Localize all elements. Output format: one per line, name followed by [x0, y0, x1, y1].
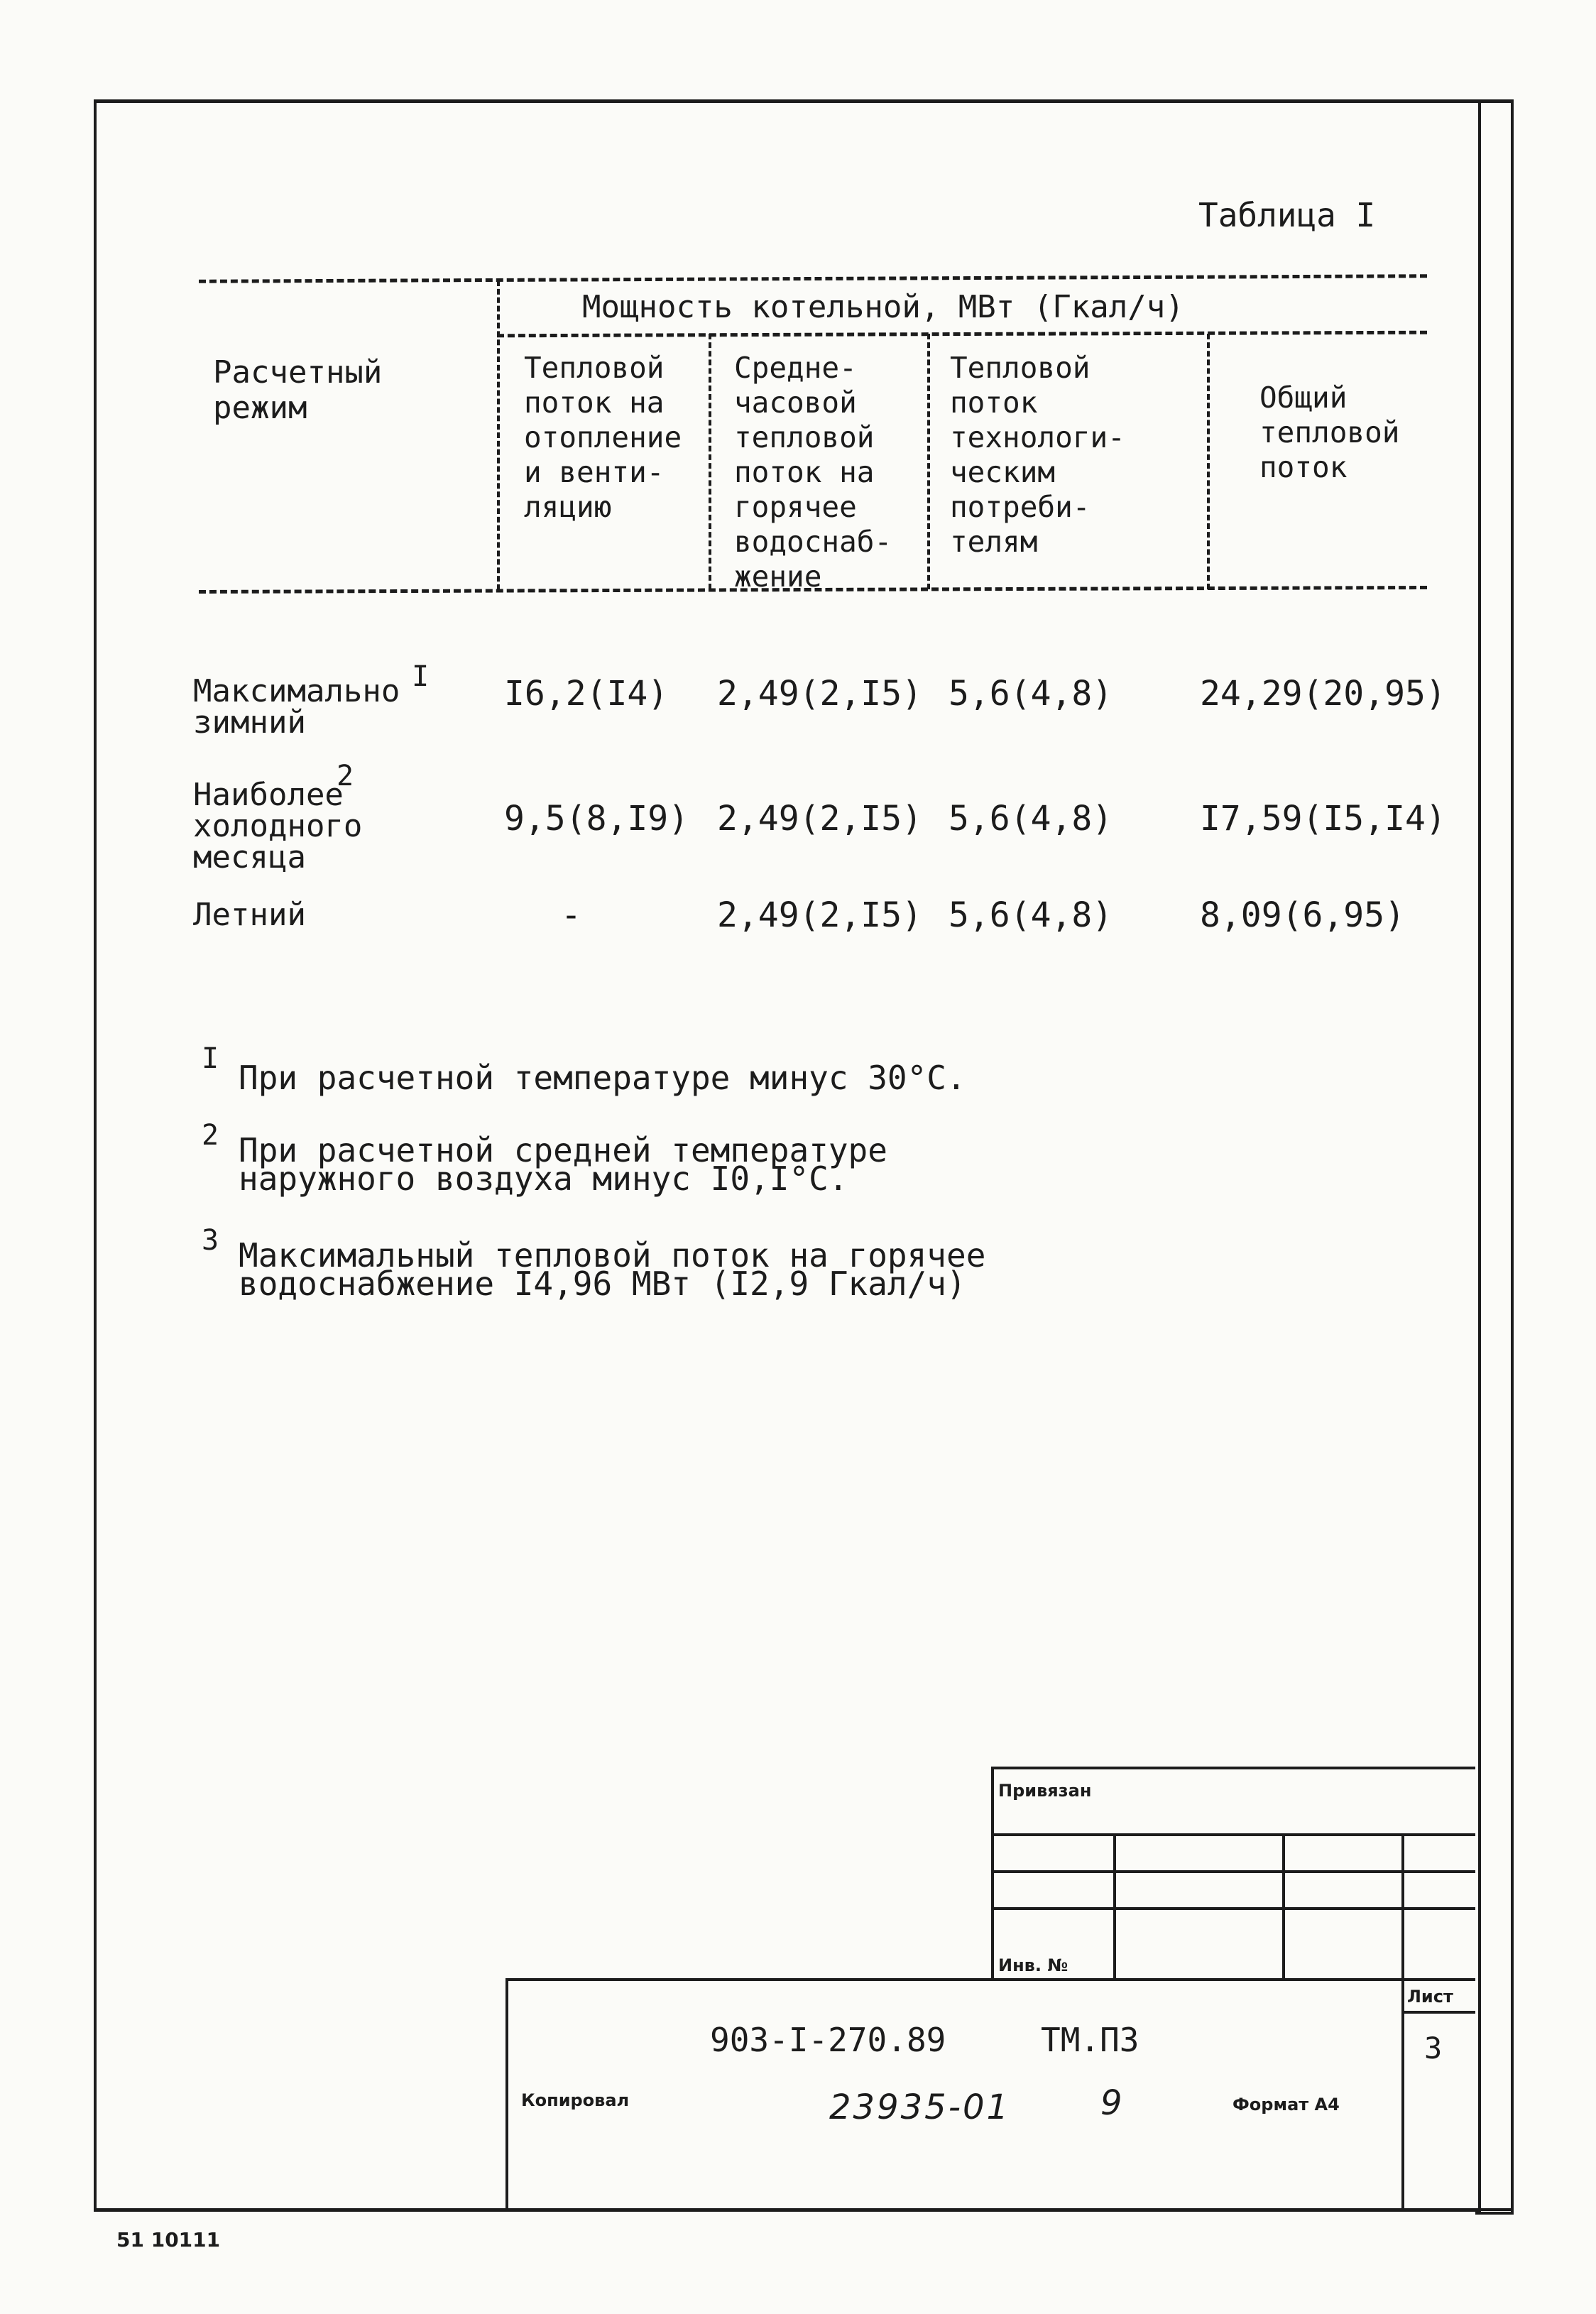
- doc-code: 903-I-270.89: [710, 2021, 946, 2059]
- table-title: Таблица I: [1198, 196, 1376, 234]
- footer-code: 51 10111: [116, 2228, 221, 2252]
- cell-technological: 5,6(4,8): [949, 674, 1113, 714]
- row-mode: Летний: [193, 897, 306, 933]
- header-total: Общий тепловой поток: [1259, 381, 1400, 484]
- header-divider-4: [1207, 334, 1210, 589]
- copied-label: Копировал: [521, 2090, 630, 2110]
- doc-mark: ТМ.ПЗ: [1041, 2021, 1139, 2059]
- bound-label: Привязан: [998, 1781, 1092, 1801]
- tb-rule: [1282, 1833, 1285, 1980]
- row-footnote-mark: I: [412, 660, 430, 693]
- tb-rule: [505, 1978, 1475, 1981]
- header-mode: Расчетный режим: [213, 354, 383, 426]
- header-divider-2: [709, 334, 711, 589]
- header-divider-3: [927, 334, 930, 589]
- cell-heating: -: [561, 895, 581, 935]
- header-hot-water: Средне- часовой тепловой поток на горячее водоснаб- жение: [734, 351, 892, 594]
- tb-rule: [1401, 1833, 1404, 2210]
- cell-total: I7,59(I5,I4): [1200, 799, 1446, 839]
- footnote-text: При расчетной средней температуре наружного воздуха минус I0,I°С.: [239, 1131, 887, 1198]
- row-mode: Наиболее холодного месяца: [193, 777, 363, 875]
- footnote-mark: 3: [202, 1224, 219, 1257]
- header-group-title: Мощность котельной, МВт (Гкал/ч): [582, 289, 1184, 325]
- footnote-text: При расчетной температуре минус 30°С.: [239, 1059, 966, 1097]
- cell-hot-water: 2,49(2,I5): [717, 895, 922, 935]
- header-divider-1: [497, 280, 500, 590]
- tb-rule: [505, 1978, 508, 2208]
- cell-hot-water: 2,49(2,I5): [717, 674, 922, 714]
- sheet-bottom-rule: [94, 2208, 1511, 2211]
- row-mode: Максимально зимний: [193, 673, 400, 741]
- handwritten-page: 9: [1100, 2083, 1125, 2123]
- header-technological: Тепловой поток технологи- ческим потреби- телям: [950, 351, 1125, 559]
- tb-rule: [1401, 2011, 1475, 2014]
- handwritten-number: 23935-01: [829, 2087, 1011, 2127]
- sheet-number: 3: [1424, 2031, 1443, 2065]
- sheet-label: Лист: [1407, 1987, 1453, 2007]
- footnote-mark: 2: [202, 1119, 219, 1152]
- cell-total: 8,09(6,95): [1200, 895, 1405, 935]
- header-heating: Тепловой поток на отопление и венти- ляцию: [524, 351, 682, 524]
- footnote-mark: I: [202, 1042, 219, 1075]
- cell-hot-water: 2,49(2,I5): [717, 799, 922, 839]
- tb-rule: [1113, 1833, 1116, 1980]
- cell-technological: 5,6(4,8): [949, 895, 1113, 935]
- row-footnote-mark: 2: [337, 760, 354, 792]
- cell-heating: 9,5(8,I9): [504, 799, 689, 839]
- inv-label: Инв. №: [998, 1955, 1068, 1975]
- cell-total: 24,29(20,95): [1200, 674, 1446, 714]
- tb-rule: [991, 1767, 1475, 1769]
- cell-heating: I6,2(I4): [504, 674, 669, 714]
- sheet-binding-strip: [1475, 99, 1514, 2215]
- format-label: Формат А4: [1232, 2095, 1340, 2114]
- footnote-text: Максимальный тепловой поток на горячее водоснабжение I4,96 МВт (I2,9 Гкал/ч): [239, 1236, 986, 1303]
- tb-rule: [991, 1767, 994, 1980]
- cell-technological: 5,6(4,8): [949, 799, 1113, 839]
